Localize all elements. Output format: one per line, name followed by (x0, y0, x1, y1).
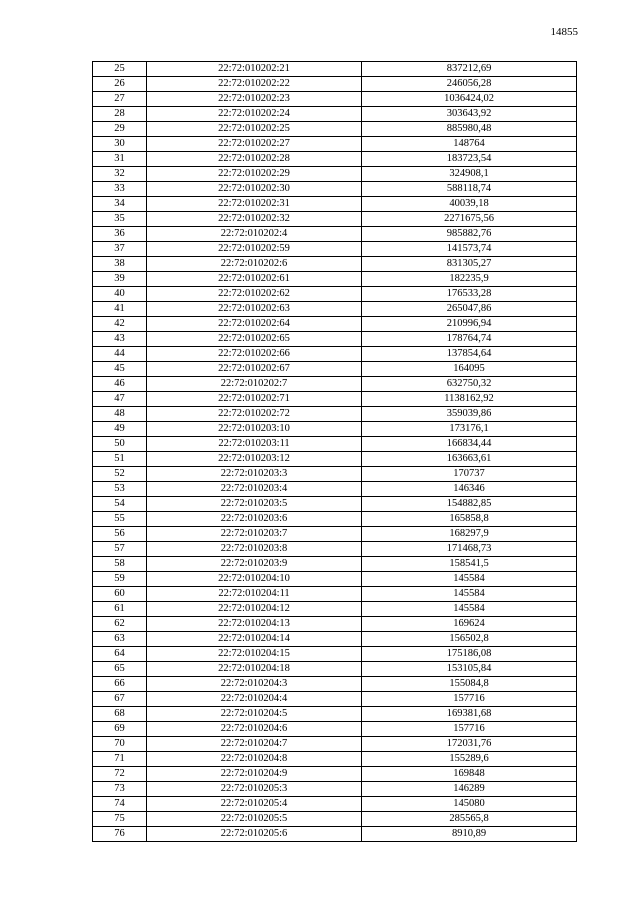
table-row (93, 557, 577, 572)
row-number-cell: 72 (93, 767, 147, 782)
cadastral-number-cell: 22:72:010203:8 (147, 542, 362, 557)
row-number-cell: 75 (93, 812, 147, 827)
table-row (93, 752, 577, 767)
table-row (93, 497, 577, 512)
row-number-cell: 25 (93, 62, 147, 77)
value-cell: 8910,89 (362, 827, 577, 842)
row-number-cell: 49 (93, 422, 147, 437)
value-cell: 359039,86 (362, 407, 577, 422)
table-row (93, 512, 577, 527)
row-number-cell: 36 (93, 227, 147, 242)
table-row (93, 77, 577, 92)
cadastral-number-cell: 22:72:010203:9 (147, 557, 362, 572)
cadastral-number-cell: 22:72:010204:13 (147, 617, 362, 632)
value-cell: 178764,74 (362, 332, 577, 347)
value-cell: 148764 (362, 137, 577, 152)
row-number-cell: 65 (93, 662, 147, 677)
row-number-cell: 39 (93, 272, 147, 287)
row-number-cell: 69 (93, 722, 147, 737)
cadastral-number-cell: 22:72:010202:67 (147, 362, 362, 377)
cadastral-number-cell: 22:72:010202:61 (147, 272, 362, 287)
row-number-cell: 67 (93, 692, 147, 707)
table-row (93, 212, 577, 227)
value-cell: 985882,76 (362, 227, 577, 242)
table-row (93, 527, 577, 542)
cadastral-number-cell: 22:72:010202:25 (147, 122, 362, 137)
value-cell: 169848 (362, 767, 577, 782)
value-cell: 303643,92 (362, 107, 577, 122)
row-number-cell: 54 (93, 497, 147, 512)
table-body (93, 62, 577, 842)
row-number-cell: 32 (93, 167, 147, 182)
value-cell: 165858,8 (362, 512, 577, 527)
row-number-cell: 29 (93, 122, 147, 137)
value-cell: 1138162,92 (362, 392, 577, 407)
row-number-cell: 70 (93, 737, 147, 752)
row-number-cell: 45 (93, 362, 147, 377)
cadastral-number-cell: 22:72:010202:27 (147, 137, 362, 152)
value-cell: 176533,28 (362, 287, 577, 302)
cadastral-number-cell: 22:72:010203:11 (147, 437, 362, 452)
table-row (93, 782, 577, 797)
cadastral-number-cell: 22:72:010202:28 (147, 152, 362, 167)
row-number-cell: 46 (93, 377, 147, 392)
table-row (93, 452, 577, 467)
row-number-cell: 68 (93, 707, 147, 722)
row-number-cell: 76 (93, 827, 147, 842)
table-row (93, 467, 577, 482)
cadastral-number-cell: 22:72:010202:23 (147, 92, 362, 107)
value-cell: 246056,28 (362, 77, 577, 92)
cadastral-number-cell: 22:72:010203:6 (147, 512, 362, 527)
value-cell: 169624 (362, 617, 577, 632)
table-row (93, 257, 577, 272)
value-cell: 324908,1 (362, 167, 577, 182)
row-number-cell: 26 (93, 77, 147, 92)
table-row (93, 647, 577, 662)
value-cell: 265047,86 (362, 302, 577, 317)
value-cell: 146289 (362, 782, 577, 797)
cadastral-number-cell: 22:72:010205:4 (147, 797, 362, 812)
cadastral-number-cell: 22:72:010202:24 (147, 107, 362, 122)
table-row (93, 662, 577, 677)
value-cell: 175186,08 (362, 647, 577, 662)
value-cell: 2271675,56 (362, 212, 577, 227)
row-number-cell: 28 (93, 107, 147, 122)
value-cell: 141573,74 (362, 242, 577, 257)
row-number-cell: 71 (93, 752, 147, 767)
value-cell: 168297,9 (362, 527, 577, 542)
table-row (93, 707, 577, 722)
table-row (93, 287, 577, 302)
value-cell: 182235,9 (362, 272, 577, 287)
table-row (93, 347, 577, 362)
value-cell: 157716 (362, 692, 577, 707)
row-number-cell: 37 (93, 242, 147, 257)
cadastral-number-cell: 22:72:010204:10 (147, 572, 362, 587)
cadastral-number-cell: 22:72:010203:12 (147, 452, 362, 467)
row-number-cell: 66 (93, 677, 147, 692)
table-row (93, 632, 577, 647)
table-row (93, 362, 577, 377)
row-number-cell: 63 (93, 632, 147, 647)
cadastral-number-cell: 22:72:010204:8 (147, 752, 362, 767)
cadastral-number-cell: 22:72:010204:14 (147, 632, 362, 647)
value-cell: 171468,73 (362, 542, 577, 557)
row-number-cell: 64 (93, 647, 147, 662)
row-number-cell: 74 (93, 797, 147, 812)
table-row (93, 392, 577, 407)
cadastral-number-cell: 22:72:010204:12 (147, 602, 362, 617)
row-number-cell: 57 (93, 542, 147, 557)
table-row (93, 227, 577, 242)
value-cell: 145584 (362, 572, 577, 587)
value-cell: 169381,68 (362, 707, 577, 722)
cadastral-number-cell: 22:72:010202:7 (147, 377, 362, 392)
cadastral-number-cell: 22:72:010203:5 (147, 497, 362, 512)
row-number-cell: 44 (93, 347, 147, 362)
cadastral-number-cell: 22:72:010202:66 (147, 347, 362, 362)
value-cell: 40039,18 (362, 197, 577, 212)
cadastral-number-cell: 22:72:010202:71 (147, 392, 362, 407)
cadastral-number-cell: 22:72:010202:59 (147, 242, 362, 257)
row-number-cell: 33 (93, 182, 147, 197)
cadastral-number-cell: 22:72:010204:18 (147, 662, 362, 677)
table-row (93, 827, 577, 842)
table-row (93, 332, 577, 347)
cadastral-number-cell: 22:72:010204:9 (147, 767, 362, 782)
row-number-cell: 52 (93, 467, 147, 482)
value-cell: 145584 (362, 602, 577, 617)
cadastral-number-cell: 22:72:010202:4 (147, 227, 362, 242)
value-cell: 885980,48 (362, 122, 577, 137)
row-number-cell: 61 (93, 602, 147, 617)
table-row (93, 422, 577, 437)
row-number-cell: 30 (93, 137, 147, 152)
row-number-cell: 34 (93, 197, 147, 212)
cadastral-number-cell: 22:72:010203:4 (147, 482, 362, 497)
value-cell: 157716 (362, 722, 577, 737)
cadastral-number-cell: 22:72:010204:11 (147, 587, 362, 602)
value-cell: 166834,44 (362, 437, 577, 452)
row-number-cell: 60 (93, 587, 147, 602)
table-row (93, 107, 577, 122)
value-cell: 173176,1 (362, 422, 577, 437)
row-number-cell: 73 (93, 782, 147, 797)
table-row (93, 677, 577, 692)
value-cell: 183723,54 (362, 152, 577, 167)
page-number: 14855 (550, 26, 578, 38)
row-number-cell: 31 (93, 152, 147, 167)
value-cell: 1036424,02 (362, 92, 577, 107)
table-row (93, 572, 577, 587)
table-row (93, 242, 577, 257)
table-row (93, 737, 577, 752)
table-row (93, 437, 577, 452)
table-row (93, 407, 577, 422)
cadastral-number-cell: 22:72:010205:3 (147, 782, 362, 797)
value-cell: 285565,8 (362, 812, 577, 827)
table-row (93, 62, 577, 77)
table-row (93, 482, 577, 497)
cadastral-number-cell: 22:72:010202:21 (147, 62, 362, 77)
cadastral-number-cell: 22:72:010204:7 (147, 737, 362, 752)
row-number-cell: 43 (93, 332, 147, 347)
cadastral-number-cell: 22:72:010202:22 (147, 77, 362, 92)
table-row (93, 317, 577, 332)
cadastral-number-cell: 22:72:010205:5 (147, 812, 362, 827)
table-row (93, 692, 577, 707)
value-cell: 164095 (362, 362, 577, 377)
value-cell: 137854,64 (362, 347, 577, 362)
row-number-cell: 47 (93, 392, 147, 407)
table-row (93, 92, 577, 107)
row-number-cell: 27 (93, 92, 147, 107)
row-number-cell: 56 (93, 527, 147, 542)
table-row (93, 767, 577, 782)
table-row (93, 137, 577, 152)
value-cell: 155084,8 (362, 677, 577, 692)
table-row (93, 377, 577, 392)
row-number-cell: 50 (93, 437, 147, 452)
value-cell: 210996,94 (362, 317, 577, 332)
table-row (93, 542, 577, 557)
value-cell: 153105,84 (362, 662, 577, 677)
value-cell: 163663,61 (362, 452, 577, 467)
cadastral-number-cell: 22:72:010203:7 (147, 527, 362, 542)
cadastral-number-cell: 22:72:010204:6 (147, 722, 362, 737)
table-row (93, 722, 577, 737)
row-number-cell: 48 (93, 407, 147, 422)
table-row (93, 797, 577, 812)
cadastral-number-cell: 22:72:010202:31 (147, 197, 362, 212)
table-row (93, 272, 577, 287)
cadastral-number-cell: 22:72:010202:62 (147, 287, 362, 302)
table-row (93, 152, 577, 167)
table-row (93, 167, 577, 182)
table-row (93, 812, 577, 827)
value-cell: 837212,69 (362, 62, 577, 77)
value-cell: 156502,8 (362, 632, 577, 647)
value-cell: 146346 (362, 482, 577, 497)
cadastral-number-cell: 22:72:010202:29 (147, 167, 362, 182)
cadastral-number-cell: 22:72:010203:3 (147, 467, 362, 482)
cadastral-number-cell: 22:72:010204:5 (147, 707, 362, 722)
cadastral-value-table (92, 61, 577, 842)
row-number-cell: 35 (93, 212, 147, 227)
cadastral-number-cell: 22:72:010202:65 (147, 332, 362, 347)
table-row (93, 122, 577, 137)
value-cell: 588118,74 (362, 182, 577, 197)
value-cell: 145080 (362, 797, 577, 812)
table-row (93, 617, 577, 632)
row-number-cell: 58 (93, 557, 147, 572)
cadastral-number-cell: 22:72:010202:72 (147, 407, 362, 422)
row-number-cell: 42 (93, 317, 147, 332)
value-cell: 158541,5 (362, 557, 577, 572)
cadastral-number-cell: 22:72:010202:6 (147, 257, 362, 272)
table-row (93, 197, 577, 212)
value-cell: 155289,6 (362, 752, 577, 767)
table-row (93, 182, 577, 197)
cadastral-number-cell: 22:72:010204:3 (147, 677, 362, 692)
row-number-cell: 41 (93, 302, 147, 317)
cadastral-number-cell: 22:72:010202:30 (147, 182, 362, 197)
row-number-cell: 38 (93, 257, 147, 272)
value-cell: 172031,76 (362, 737, 577, 752)
value-cell: 154882,85 (362, 497, 577, 512)
cadastral-number-cell: 22:72:010202:63 (147, 302, 362, 317)
value-cell: 170737 (362, 467, 577, 482)
cadastral-number-cell: 22:72:010202:64 (147, 317, 362, 332)
table-row (93, 602, 577, 617)
row-number-cell: 51 (93, 452, 147, 467)
table-row (93, 587, 577, 602)
cadastral-number-cell: 22:72:010203:10 (147, 422, 362, 437)
cadastral-number-cell: 22:72:010202:32 (147, 212, 362, 227)
cadastral-number-cell: 22:72:010205:6 (147, 827, 362, 842)
row-number-cell: 40 (93, 287, 147, 302)
row-number-cell: 59 (93, 572, 147, 587)
value-cell: 145584 (362, 587, 577, 602)
row-number-cell: 55 (93, 512, 147, 527)
cadastral-number-cell: 22:72:010204:15 (147, 647, 362, 662)
value-cell: 831305,27 (362, 257, 577, 272)
cadastral-number-cell: 22:72:010204:4 (147, 692, 362, 707)
row-number-cell: 53 (93, 482, 147, 497)
row-number-cell: 62 (93, 617, 147, 632)
table-row (93, 302, 577, 317)
value-cell: 632750,32 (362, 377, 577, 392)
